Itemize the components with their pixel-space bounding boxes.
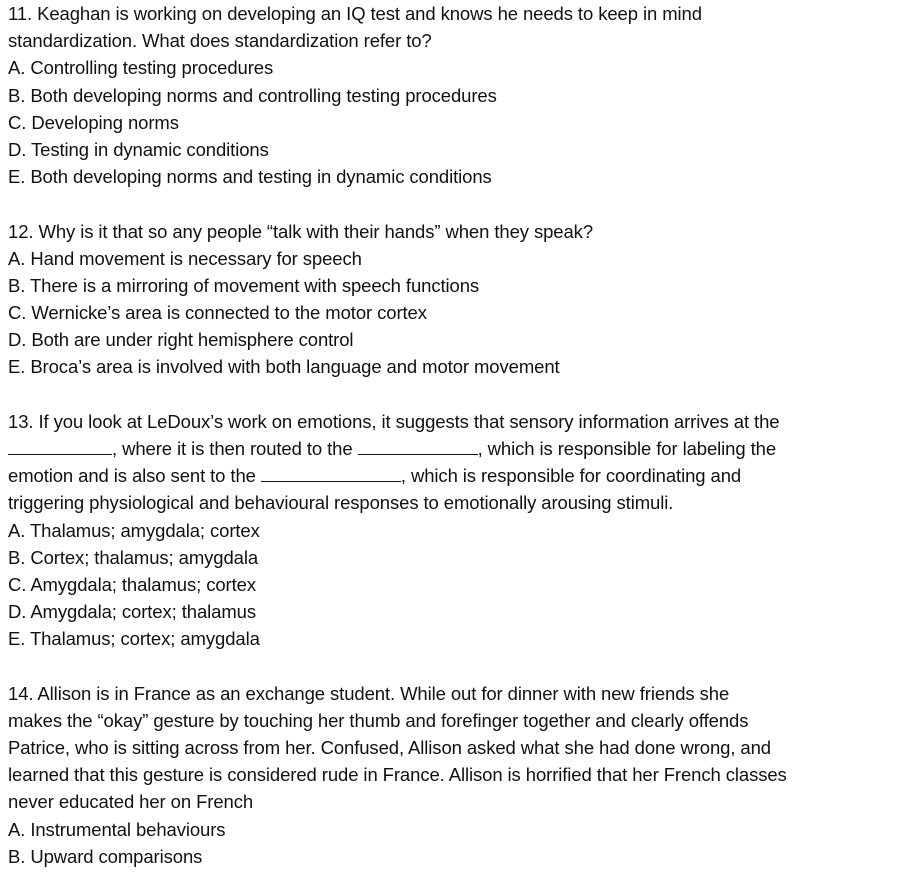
question-12 <box>8 218 908 381</box>
question-stem-line <box>8 462 908 489</box>
stem-text: , which is responsible for labeling the <box>477 438 777 459</box>
question-stem-line: learned that this gesture is considered rude in France. Allison is horrified that her French classes <box>8 764 787 786</box>
question-stem-line: 13. If you look at LeDoux’s work on emotions, it suggests that sensory information arrives at the <box>8 410 780 432</box>
stem-text: , where it is then routed to the <box>112 438 358 459</box>
answer-option-d: D. Amygdala; cortex; thalamus <box>8 601 256 623</box>
quiz-document <box>8 0 908 870</box>
question-13 <box>8 408 908 653</box>
answer-option-b: B. Cortex; thalamus; amygdala <box>8 546 259 568</box>
question-stem-line: triggering physiological and behavioural responses to emotionally arousing stimuli. <box>8 492 674 514</box>
answer-option-d: D. Both are under right hemisphere control <box>8 329 354 351</box>
question-stem-line: Patrice, who is sitting across from her. Confused, Allison asked what she had done wrong, and <box>8 737 771 759</box>
answer-option-c: C. Wernicke’s area is connected to the motor cortex <box>8 302 427 324</box>
question-stem-line: never educated her on French <box>8 791 254 813</box>
question-11 <box>8 0 908 190</box>
answer-option-a: A. Controlling testing procedures <box>8 57 274 79</box>
question-stem-line: 11. Keaghan is working on developing an IQ test and knows he needs to keep in mind <box>8 3 702 24</box>
question-14 <box>8 680 908 870</box>
question-stem-line: 12. Why is it that so any people “talk with their hands” when they speak? <box>8 220 594 242</box>
answer-option-a: A. Instrumental behaviours <box>8 818 226 840</box>
question-stem-line: standardization. What does standardization refer to? <box>8 30 432 52</box>
answer-option-c: C. Developing norms <box>8 111 179 133</box>
answer-option-e: E. Both developing norms and testing in dynamic conditions <box>8 166 492 188</box>
fill-in-blank-2 <box>358 439 478 455</box>
question-stem-line <box>8 435 908 462</box>
spacer <box>8 381 908 408</box>
answer-option-d: D. Testing in dynamic conditions <box>8 138 269 160</box>
answer-option-b: B. Upward comparisons <box>8 845 203 867</box>
answer-option-b: B. Both developing norms and controlling testing procedures <box>8 84 497 106</box>
answer-option-a: A. Thalamus; amygdala; cortex <box>8 519 260 541</box>
stem-text: , which is responsible for coordinating and <box>400 465 742 487</box>
question-stem-line: 14. Allison is in France as an exchange student. While out for dinner with new friends she <box>8 682 730 704</box>
fill-in-blank-3 <box>261 466 401 482</box>
answer-option-b: B. There is a mirroring of movement with speech functions <box>8 274 480 296</box>
question-stem-line: makes the “okay” gesture by touching her thumb and forefinger together and clearly offends <box>8 709 749 731</box>
spacer <box>8 190 908 217</box>
answer-option-e: E. Broca’s area is involved with both language and motor movement <box>8 356 560 378</box>
stem-text: emotion and is also sent to the <box>8 465 261 487</box>
answer-option-c: C. Amygdala; thalamus; cortex <box>8 573 256 595</box>
answer-option-a: A. Hand movement is necessary for speech <box>8 247 362 269</box>
spacer <box>8 653 908 680</box>
answer-option-e: E. Thalamus; cortex; amygdala <box>8 628 260 650</box>
fill-in-blank-1 <box>8 439 112 455</box>
